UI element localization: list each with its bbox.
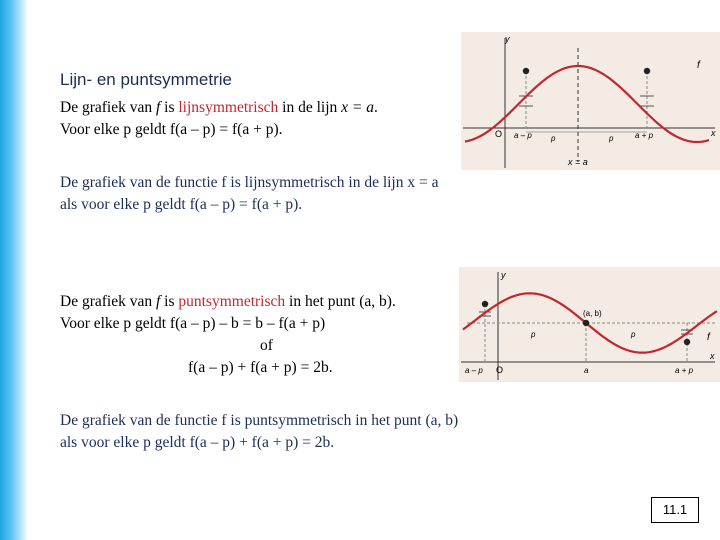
curve-point-right <box>684 339 690 345</box>
text-segment: in de lijn <box>278 99 342 116</box>
text-segment: De grafiek van <box>60 293 156 310</box>
text-line: f(a – p) + f(a + p) = 2b. <box>188 359 333 376</box>
text-segment: f <box>155 99 161 116</box>
curve-point-left <box>523 68 529 74</box>
text-segment: x = a <box>341 99 374 116</box>
function-label: f <box>707 332 710 343</box>
a-plus-p-label: a + p <box>635 131 654 140</box>
text-segment: . <box>373 99 378 116</box>
p-label-right: p <box>631 330 636 339</box>
symmetry-axis-label: x = a <box>568 157 588 167</box>
origin-label: O <box>496 365 504 375</box>
text-segment: is <box>160 99 179 116</box>
highlight-term: puntsymmetrisch <box>178 293 286 310</box>
x-axis-label: x <box>711 128 716 138</box>
p-label-right: p <box>609 134 614 143</box>
text-line: Voor elke p geldt f(a – p) = f(a + p). <box>60 121 283 138</box>
text-segment: f <box>155 293 161 310</box>
curve-point-right <box>644 68 650 74</box>
line-symmetry-graph <box>461 32 720 170</box>
text-segment: in het punt (a, b). <box>285 293 396 310</box>
text-segment: is <box>160 293 179 310</box>
x-axis-label: x <box>710 351 715 361</box>
curve-point-left <box>482 301 488 307</box>
point-symmetry-rule <box>60 410 458 454</box>
point-symmetry-definition <box>60 291 396 379</box>
text-line: als voor elke p geldt f(a – p) = f(a + p). <box>60 196 303 213</box>
y-axis-label: y <box>505 34 510 44</box>
text-line: De grafiek van de functie f is puntsymmetrisch in het punt (a, b) <box>60 412 459 429</box>
p-label-left: p <box>551 134 556 143</box>
page-title: Lijn- en puntsymmetrie <box>60 70 232 89</box>
symmetry-center-point <box>583 320 589 326</box>
text-line: of <box>260 337 273 354</box>
point-symmetry-graph-svg <box>459 267 720 382</box>
line-symmetry-rule <box>60 172 439 216</box>
text-line: als voor elke p geldt f(a – p) + f(a + p) = 2b. <box>60 434 335 451</box>
line-symmetry-definition <box>60 97 378 141</box>
text-line: Voor elke p geldt f(a – p) – b = b – f(a + p) <box>60 315 326 332</box>
a-plus-p-label: a + p <box>675 366 694 375</box>
line-symmetry-graph-svg <box>461 32 720 170</box>
center-point-label: (a, b) <box>583 309 602 318</box>
function-label: f <box>697 60 700 71</box>
highlight-term: lijnsymmetrisch <box>178 99 279 116</box>
a-minus-p-label: a – p <box>465 366 483 375</box>
text-line: De grafiek van de functie f is lijnsymmetrisch in de lijn x = a <box>60 174 439 191</box>
decorative-side-bar <box>0 0 28 540</box>
a-minus-p-label: a – p <box>514 131 532 140</box>
origin-label: O <box>495 129 503 139</box>
point-symmetry-graph <box>459 267 720 382</box>
page-number-box: 11.1 <box>651 497 699 523</box>
a-label: a <box>584 366 589 375</box>
p-label-left: p <box>531 330 536 339</box>
text-segment: De grafiek van <box>60 99 156 116</box>
y-axis-label: y <box>501 270 506 280</box>
